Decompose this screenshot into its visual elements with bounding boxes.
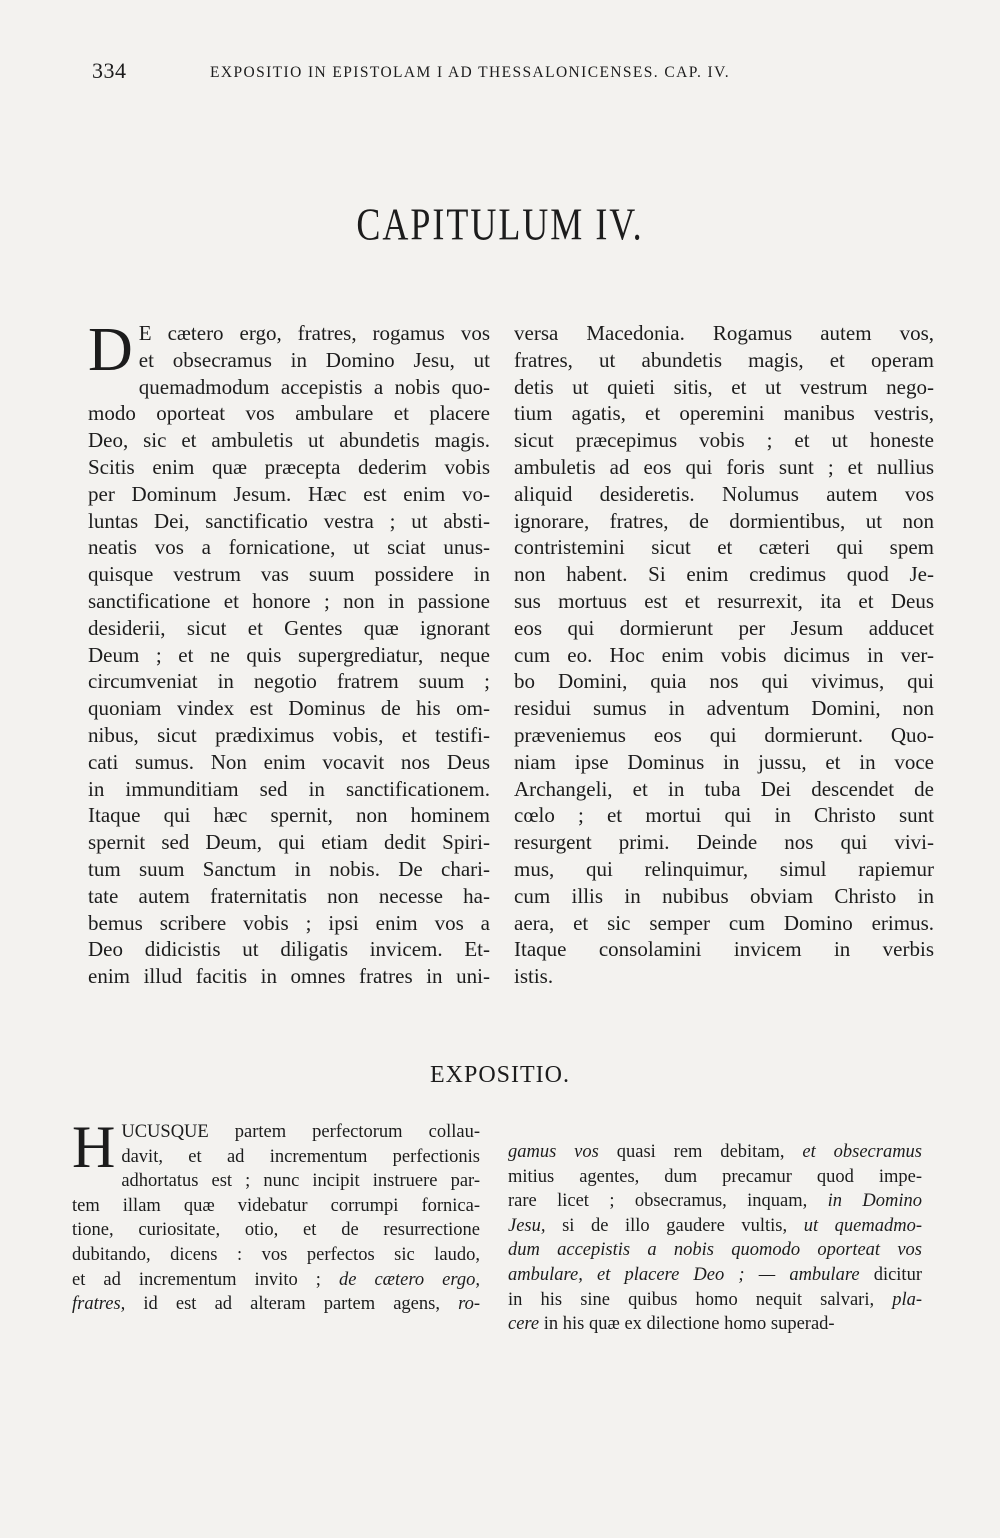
text-line: detis ut quieti sitis, et ut vestrum nego- (514, 374, 934, 399)
text-line: adhortatus est ; nunc incipit instruere par- (121, 1171, 480, 1192)
text-line: cati sumus. Non enim vocavit nos Deus (88, 749, 490, 774)
text-run: in his quæ ex dilectione homo superad- (539, 1314, 835, 1335)
commentary-column-left (72, 1114, 480, 1317)
text-line: enim illud facitis in omnes fratres in uni- (88, 964, 490, 989)
text-line: cum eo. Hoc enim vobis dicimus in ver- (514, 642, 934, 667)
text-line: sicut præcepimus vobis ; et ut honeste (514, 428, 934, 453)
text-line: Itaque qui hæc spernit, non hominem (88, 803, 490, 828)
text-line: Deum ; et ne quis supergrediatur, neque (88, 642, 490, 667)
scripture-column-right (514, 320, 934, 990)
text-line: sanctificatione et honore ; non in passione (88, 588, 490, 613)
text-line: fratres, ut abundetis magis, et operam (514, 347, 934, 372)
text-line: E cætero ergo, fratres, rogamus vos (138, 321, 490, 345)
text-line: quoniam vindex est Dominus de his om- (88, 696, 490, 721)
text-line: sus mortuus est et resurrexit, ita et Deus (514, 588, 934, 613)
text-line: neatis vos a fornicatione, ut sciat unus- (88, 535, 490, 560)
text-line: davit, et ad incrementum perfectionis (121, 1146, 480, 1167)
text-line: circumveniat in negotio fratrem suum ; (88, 669, 490, 694)
text-line: aera, et sic semper cum Domino erimus. (514, 910, 934, 935)
text-line: quisque vestrum vas suum possidere in (88, 562, 490, 587)
text-line: Itaque consolamini invicem in verbis (514, 937, 934, 962)
text-line: cœlo ; et mortui qui in Christo sunt (514, 803, 934, 828)
text-line: resurgent primi. Deinde nos qui vivi- (514, 830, 934, 855)
text-line: istis. (514, 964, 554, 989)
text-line (72, 1268, 480, 1293)
italic-run: cere (508, 1314, 540, 1335)
text-line: tione, curiositate, otio, et de resurrectione (72, 1220, 480, 1241)
text-line (508, 1238, 922, 1263)
text-line: per Dominum Jesum. Hæc est enim vo- (88, 481, 490, 506)
text-line: luntas Dei, sanctificatio vestra ; ut absti- (88, 508, 490, 533)
text-line: in immunditiam sed in sanctificationem. (88, 776, 490, 801)
text-line: eos qui dormierunt per Jesum adducet (514, 615, 934, 640)
text-line: modo oporteat vos ambulare et placere (88, 401, 490, 426)
text-line: præveniemus eos qui dormierunt. Quo- (514, 722, 934, 747)
text-line: Archangeli, et in tuba Dei descendet de (514, 776, 934, 801)
text-line: quemadmodum accepistis a nobis quo- (138, 374, 490, 399)
italic-run: ut quemadmo- (803, 1215, 922, 1236)
italic-run: in Domino (827, 1191, 922, 1212)
italic-run: dum accepistis a nobis quomodo oporteat vos (508, 1240, 922, 1261)
page-number: 334 (92, 58, 127, 83)
italic-run: ro- (458, 1294, 480, 1315)
text-line: contristemini sicut et cæteri qui spem (514, 535, 934, 560)
text-run: quasi rem debitam, (598, 1142, 803, 1162)
text-line (508, 1214, 922, 1239)
text-line: niam ipse Dominus in jussu, et in voce (514, 749, 934, 774)
commentary-column-right (508, 1140, 922, 1337)
italic-run: Jesu, (508, 1215, 546, 1236)
text-line: aliquid desideretis. Nolumus autem vos (514, 481, 934, 506)
text-run: si de illo gaudere vultis, (545, 1215, 804, 1236)
text-line: tate autem fraternitatis non necesse ha- (88, 883, 490, 908)
text-line: versa Macedonia. Rogamus autem vos, (514, 321, 934, 345)
text-line: ignorare, fratres, de dormientibus, ut non (514, 508, 934, 533)
italic-run: gamus vos (508, 1142, 599, 1162)
text-line: spernit sed Deum, qui etiam dedit Spiri- (88, 830, 490, 855)
text-line (508, 1263, 922, 1288)
text-line: tem illam quæ videbatur corrumpi fornica- (72, 1195, 480, 1216)
text-line: non habent. Si enim credimus quod Je- (514, 562, 934, 587)
text-run: id est ad alteram partem agens, (125, 1294, 459, 1315)
running-title: EXPOSITIO IN EPISTOLAM I AD THESSALONICENSES. CAP. IV. (210, 64, 730, 81)
text-line (508, 1312, 922, 1337)
text-line (72, 1292, 480, 1317)
text-run: in his sine quibus homo nequit salvari, (508, 1289, 893, 1310)
text-line: bemus scribere vobis ; ipsi enim vos a (88, 910, 490, 935)
italic-run: ambulare, et placere Deo ; — ambulare (508, 1264, 860, 1285)
text-line: mitius agentes, dum precamur quod impe- (508, 1166, 922, 1187)
scripture-column-left (88, 316, 490, 990)
text-run: dicitur (859, 1264, 922, 1285)
text-line (508, 1288, 922, 1313)
italic-run: et obsecramus (802, 1142, 922, 1162)
text-line: ambuletis ad eos qui foris sunt ; et nullius (514, 454, 934, 479)
chapter-title: CAPITULUM IV. (356, 199, 644, 250)
text-line: nibus, sicut prædiximus vobis, et testifi- (88, 722, 490, 747)
text-line (508, 1140, 922, 1165)
text-line: UCUSQUE partem perfectorum collau- (121, 1122, 480, 1142)
italic-run: de cætero ergo, (338, 1269, 480, 1290)
text-line (508, 1189, 922, 1214)
drop-cap: H (72, 1114, 116, 1180)
text-line: desiderii, sicut et Gentes quæ ignorant (88, 615, 490, 640)
text-line: bo Domini, quia nos qui vivimus, qui (514, 669, 934, 694)
italic-run: fratres, (72, 1294, 126, 1315)
text-line: Deo, sic et ambuletis ut abundetis magis. (88, 428, 490, 453)
text-line: residui sumus in adventum Domini, non (514, 696, 934, 721)
text-line: mus, qui relinquimur, simul rapiemur (514, 856, 934, 881)
text-line: Scitis enim quæ præcepta dederim vobis (88, 454, 490, 479)
text-line: dubitando, dicens : vos perfectos sic laudo, (72, 1244, 480, 1265)
text-line: et obsecramus in Domino Jesu, ut (138, 347, 490, 372)
drop-cap: D (88, 316, 133, 384)
text-line: Deo didicistis ut diligatis invicem. Et- (88, 937, 490, 962)
text-run: et ad incrementum invito ; (72, 1269, 339, 1290)
section-title: EXPOSITIO. (430, 1062, 570, 1088)
italic-run: pla- (892, 1289, 922, 1310)
text-line: tum suum Sanctum in nobis. De chari- (88, 856, 490, 881)
text-run: rare licet ; obsecramus, inquam, (508, 1191, 828, 1212)
text-line: tium agatis, et operemini manibus vestris, (514, 401, 934, 426)
text-line: cum illis in nubibus obviam Christo in (514, 883, 934, 908)
